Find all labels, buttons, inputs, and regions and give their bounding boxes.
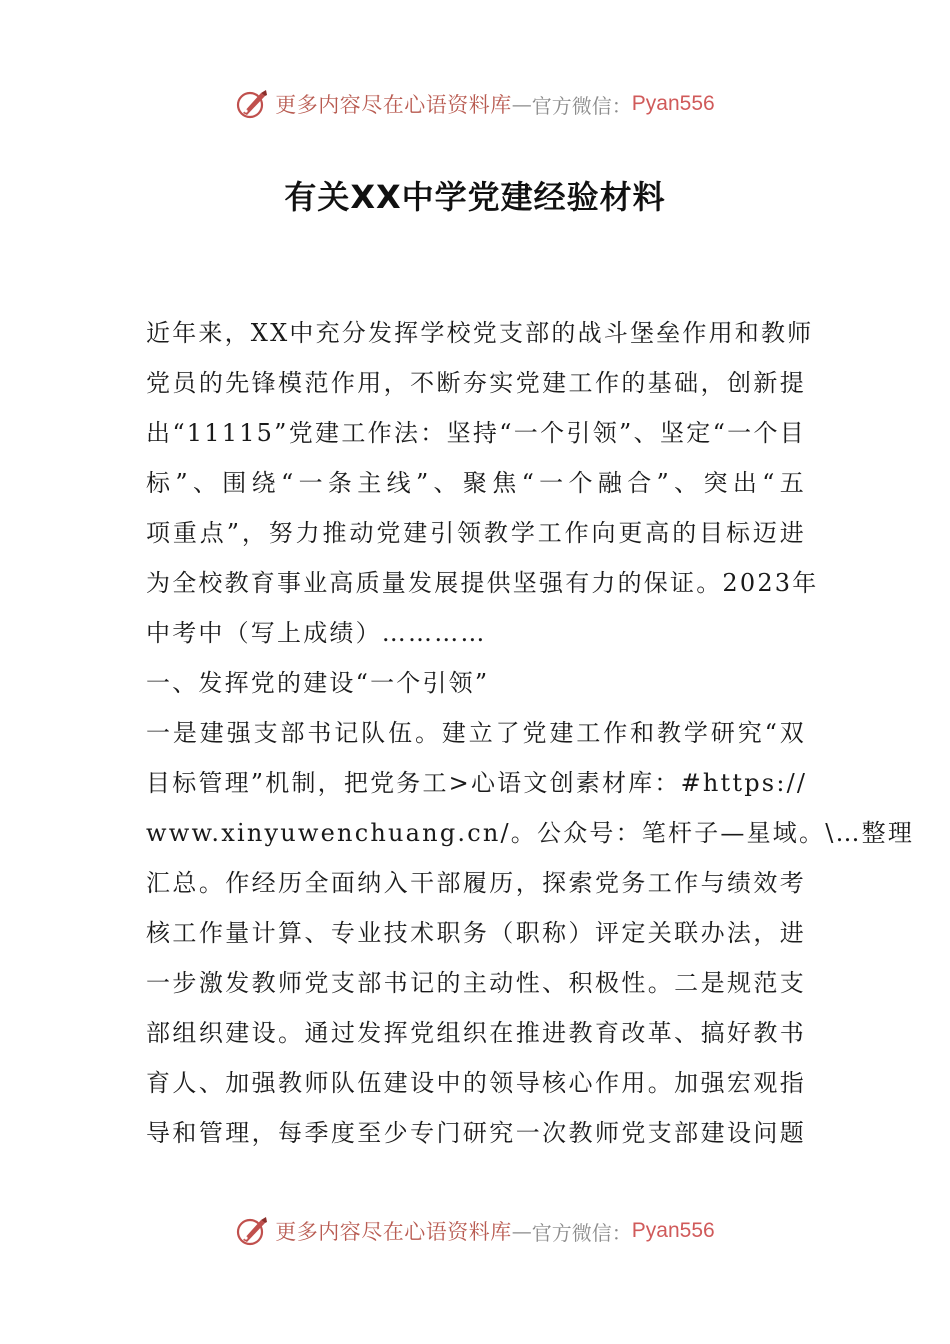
body-line: 标”、围绕“一条主线”、聚焦“一个融合”、突出“五: [146, 469, 806, 497]
pen-nib-logo-icon: [235, 87, 269, 121]
banner-dash: —: [511, 1219, 532, 1243]
pen-nib-logo-icon: [235, 1214, 269, 1248]
wechat-label: 官方微信：: [531, 93, 632, 118]
header-banner: [0, 80, 950, 128]
wechat-id: Pyan556: [631, 1219, 715, 1242]
body-line: 目标管理”机制，把党务工>心语文创素材库：#https://: [146, 769, 808, 797]
footer-banner: [0, 1207, 950, 1255]
body-line: 导和管理，每季度至少专门研究一次教师党支部建设问题: [146, 1119, 806, 1147]
body-line: 中考中（写上成绩）…………: [146, 619, 487, 647]
body-line: 党员的先锋模范作用，不断夯实党建工作的基础，创新提: [146, 369, 806, 397]
body-line: 出“11115”党建工作法：坚持“一个引领”、坚定“一个目: [146, 419, 806, 447]
banner-dash: —: [511, 92, 532, 116]
body-line: 汇总。作经历全面纳入干部履历，探索党务工作与绩效考: [146, 869, 806, 897]
body-line: 为全校教育事业高质量发展提供坚强有力的保证。2023年: [146, 569, 819, 597]
wechat-id: Pyan556: [631, 92, 715, 115]
body-line: 育人、加强教师队伍建设中的领导核心作用。加强宏观指: [146, 1069, 806, 1097]
body-line: 核工作量计算、专业技术职务（职称）评定关联办法，进: [146, 919, 806, 947]
section-heading: 一、发挥党的建设“一个引领”: [146, 669, 490, 697]
body-line: 项重点”，努力推动党建引领教学工作向更高的目标迈进: [146, 519, 806, 547]
body-line: 一步激发教师党支部书记的主动性、积极性。二是规范支: [146, 969, 806, 997]
promo-text: 更多内容尽在心语资料库: [275, 1220, 512, 1244]
body-line: www.xinyuwenchuang.cn/。公众号：笔杆子—星域。\…整理: [146, 819, 915, 847]
body-line: 部组织建设。通过发挥党组织在推进教育改革、搞好教书: [146, 1019, 806, 1047]
body-line: 一是建强支部书记队伍。建立了党建工作和教学研究“双: [146, 719, 806, 747]
promo-text: 更多内容尽在心语资料库: [275, 93, 512, 117]
document-title: 有关XX中学党建经验材料: [284, 178, 666, 216]
body-line: 近年来，XX中充分发挥学校党支部的战斗堡垒作用和教师: [146, 319, 814, 347]
wechat-label: 官方微信：: [531, 1220, 632, 1245]
document-body: [146, 308, 915, 1158]
